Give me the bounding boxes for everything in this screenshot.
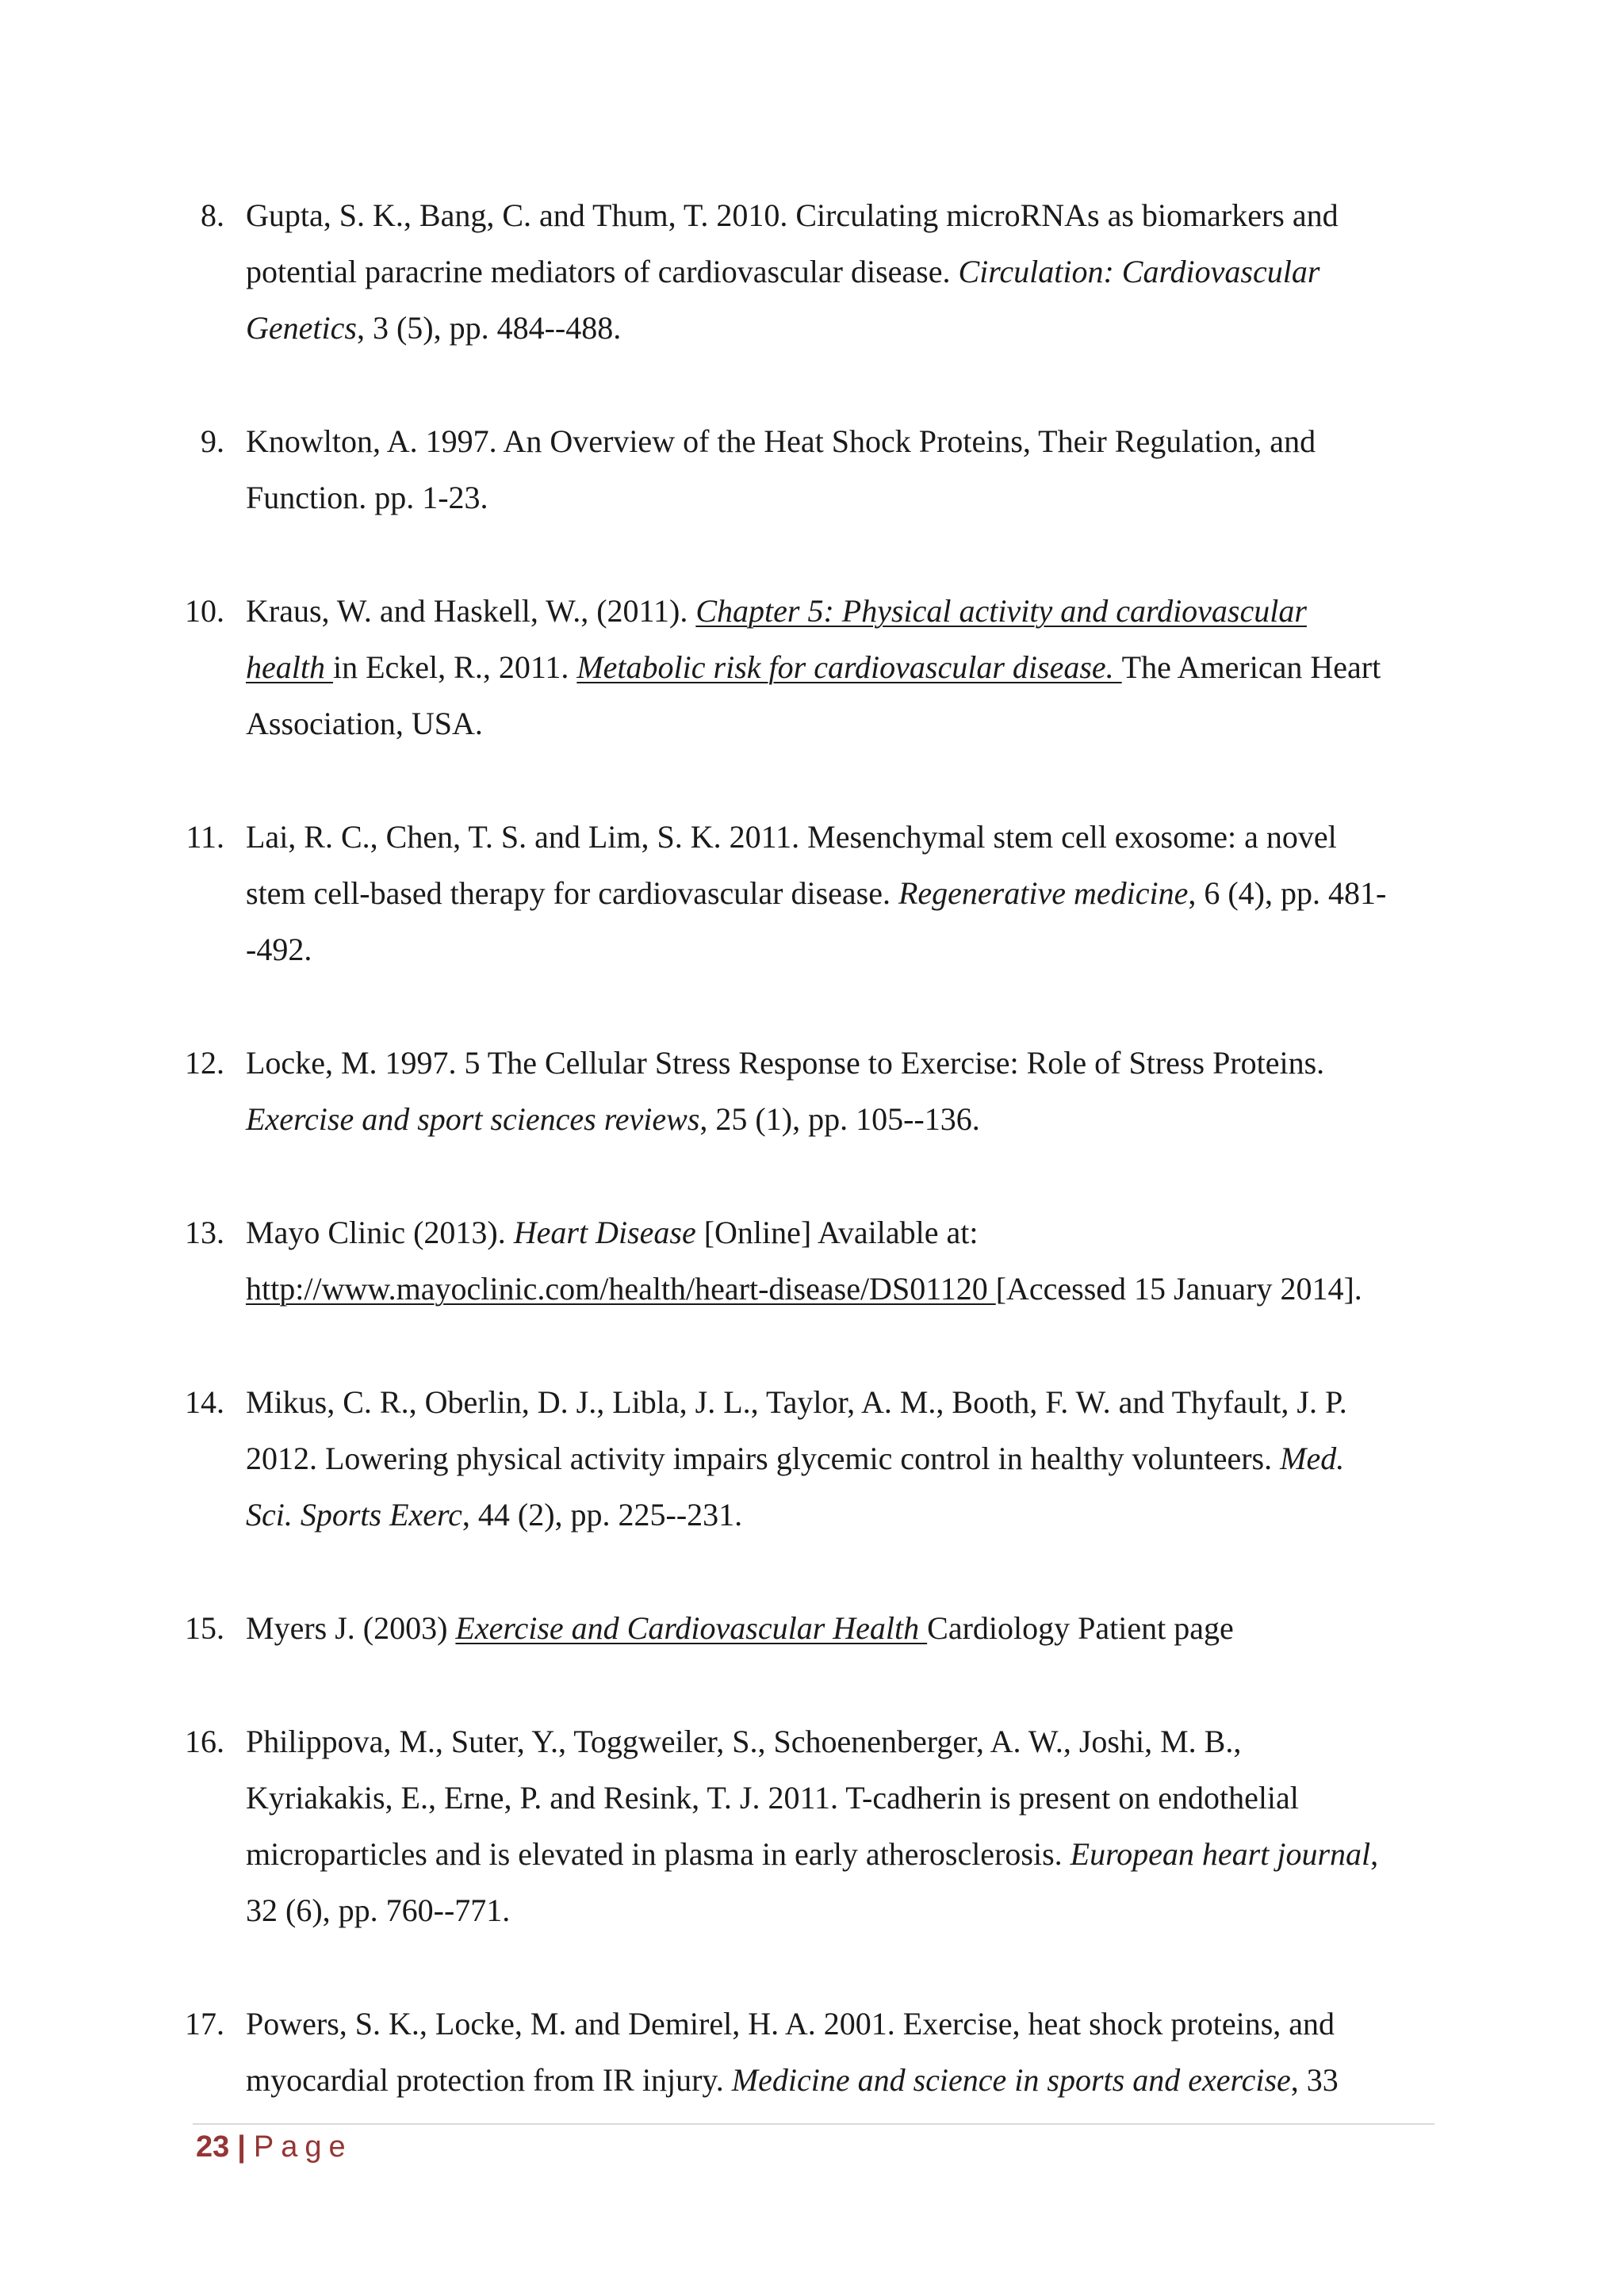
reference-italic-text: Medicine and science in sports and exercise [731, 2062, 1291, 2098]
reference-line [246, 1770, 1435, 1826]
reference-line [246, 921, 1435, 978]
reference-text: in Eckel, R., 2011. [332, 649, 577, 685]
reference-italic-text: Regenerative medicine [898, 875, 1189, 911]
reference-line [246, 2052, 1435, 2108]
reference-text: , 3 (5), pp. 484--488. [356, 310, 622, 346]
footer-divider [193, 2123, 1434, 2125]
reference-number: 16. [185, 1724, 224, 1759]
reference-line [246, 1261, 1435, 1317]
reference-text: 32 (6), pp. 760--771. [246, 1892, 511, 1928]
reference-number: 13. [185, 1215, 224, 1250]
reference-item [0, 1713, 1435, 1938]
reference-line [246, 413, 1435, 469]
reference-item [0, 809, 1435, 978]
reference-text: potential paracrine mediators of cardiovascular disease. [246, 254, 959, 289]
reference-line [246, 1374, 1435, 1430]
reference-text: Association, USA. [246, 706, 483, 741]
reference-number: 14. [185, 1384, 224, 1420]
reference-line [246, 1035, 1435, 1091]
reference-text: , [1370, 1836, 1379, 1872]
reference-text: Kyriakakis, E., Erne, P. and Resink, T. J. 2011. T-cadherin is present on endothelial [246, 1780, 1299, 1816]
reference-line [246, 1487, 1435, 1543]
reference-item [0, 187, 1435, 356]
reference-italic-text: Exercise and sport sciences reviews [246, 1101, 700, 1137]
reference-italic-text: Med. [1280, 1441, 1345, 1476]
reference-number: 10. [185, 593, 224, 629]
reference-line [246, 695, 1435, 752]
reference-item [0, 1204, 1435, 1317]
reference-text: 2012. Lowering physical activity impairs glycemic control in healthy volunteers. [246, 1441, 1281, 1476]
reference-line [246, 1713, 1435, 1770]
reference-text: Mikus, C. R., Oberlin, D. J., Libla, J. L., Taylor, A. M., Booth, F. W. and Thyfault, J. P. [246, 1384, 1347, 1420]
reference-italic-text: Genetics [246, 310, 357, 346]
reference-text: -492. [246, 932, 312, 967]
reference-line [246, 1430, 1435, 1487]
reference-line [246, 1882, 1435, 1938]
reference-number: 8. [201, 197, 224, 233]
reference-text: myocardial protection from IR injury. [246, 2062, 732, 2098]
reference-text: Cardiology Patient page [927, 1610, 1234, 1646]
page-footer [196, 2130, 353, 2164]
reference-italic-text: Heart Disease [513, 1215, 696, 1250]
reference-text: Function. pp. 1-23. [246, 480, 488, 515]
reference-line [246, 469, 1435, 526]
reference-link[interactable]: http://www.mayoclinic.com/health/heart-disease/DS01120 [246, 1271, 996, 1307]
reference-item [0, 1374, 1435, 1543]
reference-line [246, 809, 1435, 865]
footer-separator: | [237, 2130, 246, 2164]
reference-number: 9. [201, 423, 224, 459]
reference-text: Knowlton, A. 1997. An Overview of the Heat Shock Proteins, Their Regulation, and [246, 423, 1316, 459]
reference-text: Myers J. (2003) [246, 1610, 456, 1646]
reference-text: Lai, R. C., Chen, T. S. and Lim, S. K. 2011. Mesenchymal stem cell exosome: a novel [246, 819, 1337, 855]
reference-line [246, 243, 1435, 300]
reference-line [246, 583, 1435, 639]
reference-line [246, 1826, 1435, 1882]
reference-italic-text: Circulation: Cardiovascular [958, 254, 1320, 289]
reference-line [246, 187, 1435, 243]
reference-number: 12. [185, 1045, 224, 1081]
reference-link[interactable]: Chapter 5: Physical activity and cardiovascular [695, 593, 1307, 629]
reference-item [0, 1035, 1435, 1147]
reference-text: microparticles and is elevated in plasma in early atherosclerosis. [246, 1836, 1071, 1872]
reference-text: Locke, M. 1997. 5 The Cellular Stress Response to Exercise: Role of Stress Proteins. [246, 1045, 1325, 1081]
reference-link[interactable]: Exercise and Cardiovascular Health [455, 1610, 928, 1646]
reference-line [246, 1996, 1435, 2052]
reference-line [246, 639, 1435, 695]
reference-text: Gupta, S. K., Bang, C. and Thum, T. 2010. Circulating microRNAs as biomarkers and [246, 197, 1339, 233]
page-label: Page [253, 2130, 353, 2164]
reference-text: The American Heart [1121, 649, 1381, 685]
reference-text: Mayo Clinic (2013). [246, 1215, 514, 1250]
reference-text: Philippova, M., Suter, Y., Toggweiler, S., Schoenenberger, A. W., Joshi, M. B., [246, 1724, 1242, 1759]
reference-list [0, 187, 1435, 2165]
reference-line [246, 1204, 1435, 1261]
reference-text: Kraus, W. and Haskell, W., (2011). [246, 593, 696, 629]
page-number: 23 [196, 2130, 230, 2164]
reference-text: stem cell-based therapy for cardiovascular disease. [246, 875, 898, 911]
reference-number: 17. [185, 2006, 224, 2042]
reference-line [246, 1091, 1435, 1147]
reference-text: , 6 (4), pp. 481- [1188, 875, 1387, 911]
reference-text: [Accessed 15 January 2014]. [995, 1271, 1362, 1307]
reference-number: 15. [185, 1610, 224, 1646]
reference-line [246, 1600, 1435, 1656]
reference-italic-text: European heart journal [1070, 1836, 1371, 1872]
reference-text: [Online] Available at: [695, 1215, 979, 1250]
reference-line [246, 300, 1435, 356]
reference-italic-text: Sci. Sports Exerc [246, 1497, 462, 1533]
reference-item [0, 413, 1435, 526]
reference-text: , 33 [1290, 2062, 1339, 2098]
reference-number: 11. [186, 819, 224, 855]
reference-text: , 44 (2), pp. 225--231. [462, 1497, 743, 1533]
reference-item [0, 1600, 1435, 1656]
reference-link[interactable]: Metabolic risk for cardiovascular disease. [576, 649, 1122, 685]
reference-item [0, 1996, 1435, 2108]
reference-line [246, 865, 1435, 921]
reference-link[interactable]: health [246, 649, 333, 685]
reference-item [0, 583, 1435, 752]
reference-text: Powers, S. K., Locke, M. and Demirel, H. A. 2001. Exercise, heat shock proteins, and [246, 2006, 1335, 2042]
reference-text: , 25 (1), pp. 105--136. [699, 1101, 980, 1137]
